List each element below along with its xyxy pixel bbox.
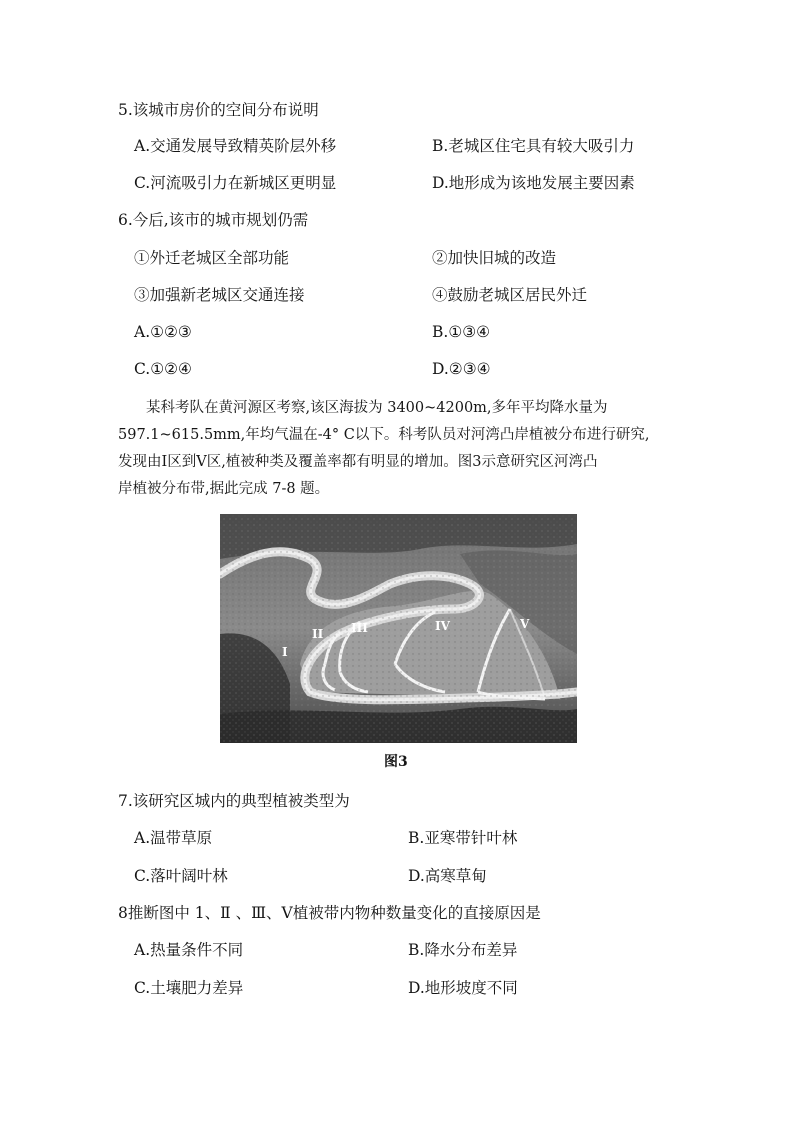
q5-option-c: C.河流吸引力在新城区更明显 [134,174,337,192]
zone-label-3: III [351,621,368,635]
zone-label-2: II [312,627,324,641]
q6-option-a: A.①②③ [134,323,192,341]
q5-option-a: A.交通发展导致精英阶层外移 [134,137,337,155]
passage-line-4: 岸植被分布带,据此完成 7-8 题。 [118,481,330,497]
passage-line-1: 某科考队在黄河源区考察,该区海拔为 3400~4200m,多年平均降水量为 [146,400,608,416]
q6-statement-1: ①外迁老城区全部功能 [134,249,290,267]
figure-caption: 图3 [384,754,408,770]
q7-option-a: A.温带草原 [134,829,213,847]
q8-option-a: A.热量条件不同 [134,941,244,959]
q6-statement-3: ③加强新老城区交通连接 [134,286,305,304]
q8-option-b: B.降水分布差异 [408,941,518,959]
passage-line-2: 597.1~615.5mm,年均气温在-4° C以下。科考队员对河湾凸岸植被分布进行研究, [118,427,650,443]
q5-option-d: D.地形成为该地发展主要因素 [432,174,635,192]
q6-statement-2: ②加快旧城的改造 [432,249,557,267]
zone-label-1: I [282,645,288,659]
q7-option-d: D.高寒草甸 [408,867,487,885]
zone-label-4: IV [435,619,450,633]
q6-option-c: C.①②④ [134,360,192,378]
q7-option-c: C.落叶阔叶林 [134,867,228,885]
river-meander-figure [220,514,577,743]
q6-option-d: D.②③④ [432,360,491,378]
q8-stem: 8推断图中 1、Ⅱ 、Ⅲ、Ⅴ植被带内物种数量变化的直接原因是 [118,904,541,922]
q5-stem: 5.该城市房价的空间分布说明 [118,101,319,119]
passage [118,395,680,503]
q5-option-b: B.老城区住宅具有较大吸引力 [432,137,635,155]
q8-option-d: D.地形坡度不同 [408,979,518,997]
q6-option-b: B.①③④ [432,323,491,341]
passage-line-3: 发现由Ⅰ区到Ⅴ区,植被种类及覆盖率都有明显的增加。图3示意研究区河湾凸 [118,454,598,470]
q7-stem: 7.该研究区城内的典型植被类型为 [118,792,350,810]
zone-label-5: V [520,617,530,631]
q8-option-c: C.土壤肥力差异 [134,979,244,997]
q6-statement-4: ④鼓励老城区居民外迁 [432,286,588,304]
q7-option-b: B.亚寒带针叶林 [408,829,518,847]
q6-stem: 6.今后,该市的城市规划仍需 [118,211,309,229]
river-meander-photo [220,514,577,743]
